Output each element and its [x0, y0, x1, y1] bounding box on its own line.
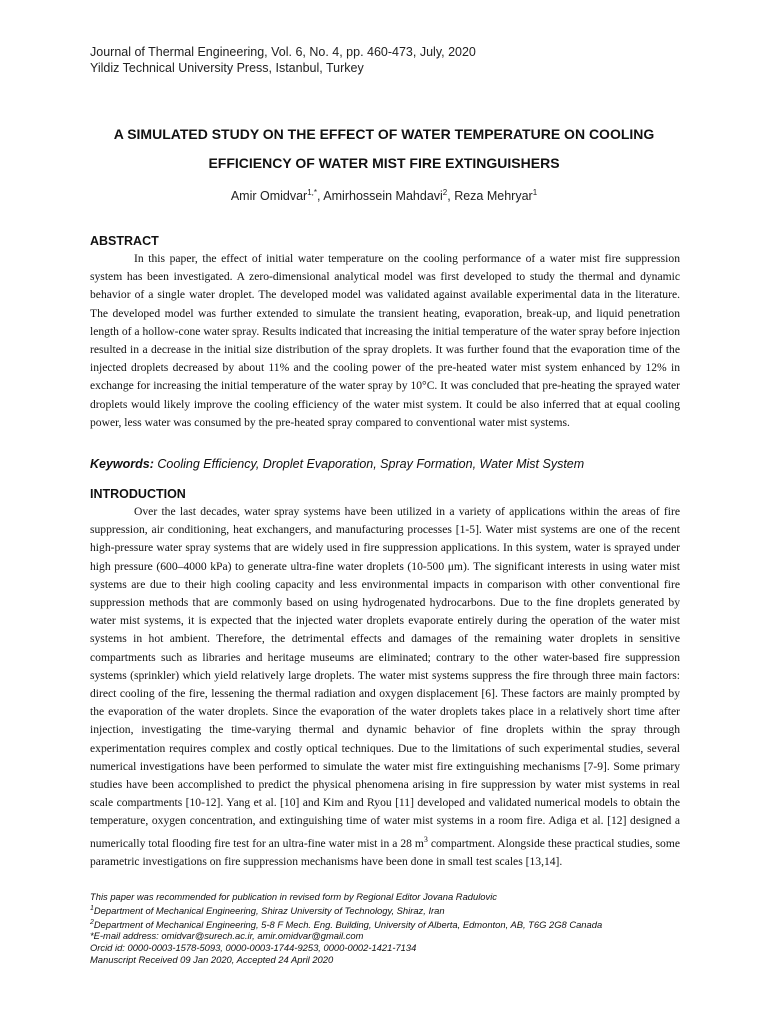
keywords-list: Cooling Efficiency, Droplet Evaporation, Spray Formation, Water Mist System — [157, 457, 585, 471]
footnote-editor: This paper was recommended for publication in revised form by Regional Editor Jovana Radulovic — [90, 891, 497, 902]
author-separator: , — [447, 189, 455, 204]
paper-title — [60, 120, 708, 178]
footnote-mark: 1 — [90, 904, 94, 912]
author-name: Amir Omidvar — [230, 189, 308, 204]
footnote-mark: 2 — [90, 918, 94, 926]
author-affiliation-mark: 1,* — [307, 188, 318, 197]
author-affiliation-mark: 1 — [532, 188, 538, 197]
author-name: Amirhossein Mahdavi — [323, 189, 443, 204]
unit-superscript: 3 — [423, 834, 428, 844]
footnote-affiliation-2-text: Department of Mechanical Engineering, 5-8 F Mech. Eng. Building, University of Alberta, Edmonton, AB, T6G 2G8 Canada — [93, 918, 603, 930]
introduction-text-part-1: Over the last decades, water spray systems have been utilized in a variety of applications within the areas of fire suppression, air conditioning, heat exchangers, and manufacturing processes [1-5]. Water mist systems are one of the recent high-pressure water spray systems that are widely used in fire suppression applications. In this system, water is sprayed under high pressure (600–4000 kPa) to generate ultra-fine water droplets (10-500 μm). The significant interests in using water mist systems are due to their high cooling capacity and less environmental impacts in comparison with other conventional fire suppression methods that are commonly based on using hydrogenated hydrocarbons. Due to the fine droplets generated by water mist systems, it is expected that the injected water droplets evaporate entirely during the operation of the water mist systems in hot ambient. Therefore, the detrimental effects and damages of the remaining water droplets in sensitive compartments such as libraries and heritage museums are eliminated; contrary to the other water-based fire suppression systems (sprinkler) which yield relatively large droplets. The water mist systems suppress the fire through three main factors: direct cooling of the fire, lessening the thermal radiation and oxygen displacement [6]. These factors are mainly prompted by the evaporation of the water droplets. Since the evaporation of the water droplets takes place in a relatively short time after injection, investigating the time-varying thermal and dynamic behavior of fine droplets within the spray through experimentation requires complex and costly optical techniques. Due to the limitations of such experimental studies, several numerical investigations have been performed to simulate the water mist fire extinguishing mechanisms [7-9]. Some primary studies have been accomplished to predict the physical phenomena arising in fire suppression by water mist systems in real scale compartments [10-12]. Yang et al. [10] and Kim and Ryou [11] developed and validated numerical models to obtain the temperature, oxygen concentration, and extinguishing time of water mist systems in a room fire. Adiga et al. [12] designed a numerically total flooding fire test for an ultra-fine water mist in a 28 m — [90, 505, 680, 850]
author-affiliation-mark: 2 — [442, 188, 448, 197]
footnote-affiliation-2 — [90, 917, 690, 931]
introduction-text-part-2: compartment. Alongside these practical studies, some parametric investigations on fire suppression mechanisms have been done in small test scales [13,14]. — [90, 836, 681, 868]
abstract-text: In this paper, the effect of initial water temperature on the cooling performance of a water mist fire suppression system has been investigated. A zero-dimensional analytical model was first developed to study the thermal and dynamic behavior of a single water droplet. The developed model was validated against available experimental data in the literature. The developed model was further extended to simulate the transient heating, evaporation, break-up, and liquid penetration length of a hollow-cone water spray. Results indicated that increasing the initial temperature of the water spray before injection resulted in a decrease in the initial size distribution of the spray droplets. It was further found that the evaporation time of the injected droplets decreased by about 11% and the cooling power of the pre-heated water mist system enhanced by 12% in exchange for increasing the initial temperature of the water spray by 10°C. It was concluded that pre-heating the sprayed water droplets would likely improve the cooling efficiency of the water mist system. It could be also inferred that at equal cooling power, less water was consumed by the pre-heated spray compared to conventional water mist systems. — [90, 252, 680, 429]
author-list — [0, 188, 768, 203]
keywords-label: Keywords: — [90, 457, 154, 471]
paper-title-line-1: A SIMULATED STUDY ON THE EFFECT OF WATER TEMPERATURE ON COOLING — [113, 126, 655, 142]
footnote-manuscript-dates: Manuscript Received 09 Jan 2020, Accepted 24 April 2020 — [90, 953, 334, 965]
author-separator: , — [317, 189, 324, 204]
footnote-email: *E-mail address: omidvar@surech.ac.ir, amir.omidvar@gmail.com — [90, 930, 364, 942]
footnote-affiliation-1-text: Department of Mechanical Engineering, Shiraz University of Technology, Shiraz, Iran — [93, 904, 445, 916]
keywords-line — [90, 457, 584, 471]
footnote-orcid: Orcid id: 0000-0003-1578-5093, 0000-0003-1744-9253, 0000-0002-1421-7134 — [90, 942, 417, 954]
abstract-heading: ABSTRACT — [90, 234, 159, 248]
footnotes — [90, 891, 690, 965]
journal-citation: Journal of Thermal Engineering, Vol. 6, No. 4, pp. 460-473, July, 2020 — [90, 45, 476, 59]
journal-publisher: Yildiz Technical University Press, Istanbul, Turkey — [90, 61, 364, 75]
paper-title-line-2: EFFICIENCY OF WATER MIST FIRE EXTINGUISHERS — [208, 155, 560, 171]
introduction-text — [90, 503, 680, 871]
author-name: Reza Mehryar — [454, 189, 533, 204]
footnote-affiliation-1 — [90, 903, 690, 917]
journal-header — [90, 44, 476, 76]
introduction-heading: INTRODUCTION — [90, 487, 186, 501]
